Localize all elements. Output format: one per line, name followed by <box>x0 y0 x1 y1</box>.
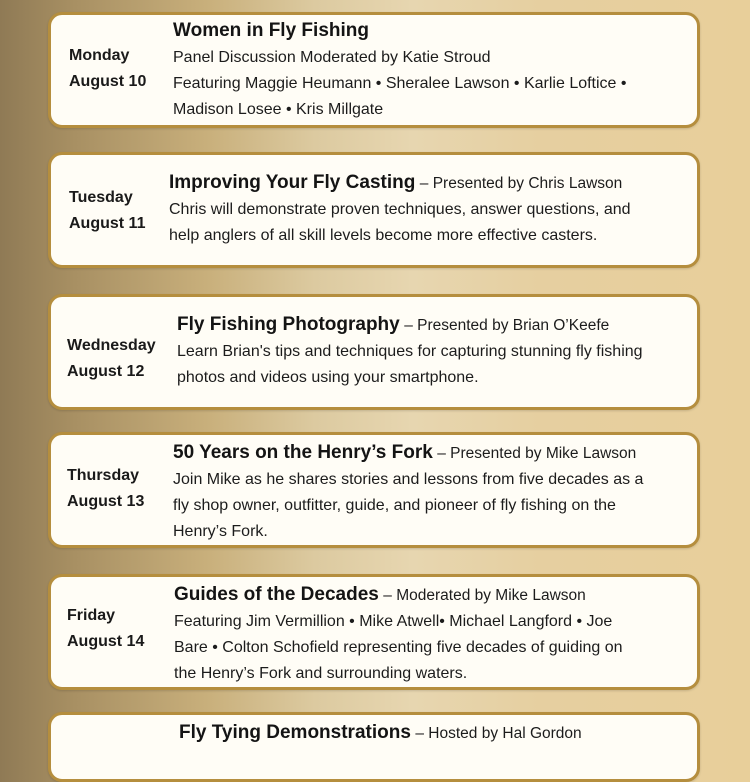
event-card-wednesday <box>48 294 700 410</box>
event-description-line: the Henry’s Fork and surrounding waters. <box>174 665 468 682</box>
event-date <box>67 603 144 655</box>
event-presenter: – Presented by Brian O’Keefe <box>404 317 610 334</box>
event-date <box>69 185 145 237</box>
event-description-line: photos and videos using your smartphone. <box>177 369 479 386</box>
event-title: Fly Tying Demonstrations <box>179 722 411 743</box>
event-description-line: Bare • Colton Schofield representing five decades of guiding on <box>174 639 623 656</box>
event-content <box>174 582 687 687</box>
event-card-thursday <box>48 432 700 548</box>
event-date-label: August 10 <box>69 73 147 90</box>
event-presenter: – Presented by Mike Lawson <box>437 445 637 462</box>
event-title: Improving Your Fly Casting <box>169 172 416 193</box>
event-date <box>67 333 156 385</box>
event-card-friday <box>48 574 700 690</box>
event-card-monday <box>48 12 700 128</box>
event-content <box>173 18 687 123</box>
event-day: Thursday <box>67 467 140 484</box>
event-card-fly-tying <box>48 712 700 782</box>
event-description-line: Madison Losee • Kris Millgate <box>173 101 384 118</box>
event-date-label: August 11 <box>69 215 146 232</box>
event-description-line: Learn Brian's tips and techniques for capturing stunning fly fishing <box>177 343 643 360</box>
event-description-line: Featuring Jim Vermillion • Mike Atwell• Michael Langford • Joe <box>174 613 613 630</box>
event-day: Tuesday <box>69 189 133 206</box>
event-presenter: – Moderated by Mike Lawson <box>383 587 586 604</box>
event-date-label: August 13 <box>67 493 145 510</box>
event-date-label: August 12 <box>67 363 145 380</box>
event-description-line: Henry’s Fork. <box>173 523 268 540</box>
event-day: Wednesday <box>67 337 156 354</box>
event-day: Friday <box>67 607 116 624</box>
event-card-tuesday <box>48 152 700 268</box>
event-content <box>177 312 687 391</box>
event-date <box>67 463 144 515</box>
event-presenter: – Presented by Chris Lawson <box>419 175 623 192</box>
event-description-line: help anglers of all skill levels become more effective casters. <box>169 227 598 244</box>
event-title: 50 Years on the Henry’s Fork <box>173 442 433 463</box>
event-presenter: – Hosted by Hal Gordon <box>415 725 582 742</box>
event-description-line: Featuring Maggie Heumann • Sheralee Lawson • Karlie Loftice • <box>173 75 627 92</box>
event-description-line: Join Mike as he shares stories and lessons from five decades as a <box>173 471 644 488</box>
event-day: Monday <box>69 47 130 64</box>
event-description-line: Panel Discussion Moderated by Katie Stroud <box>173 49 491 66</box>
event-content <box>169 170 687 249</box>
event-content <box>179 720 687 747</box>
event-description-line: fly shop owner, outfitter, guide, and pioneer of fly fishing on the <box>173 497 616 514</box>
event-date <box>69 43 146 95</box>
event-date-label: August 14 <box>67 633 145 650</box>
event-title: Women in Fly Fishing <box>173 20 369 41</box>
event-description-line: Chris will demonstrate proven techniques, answer questions, and <box>169 201 631 218</box>
event-title: Fly Fishing Photography <box>177 314 400 335</box>
event-content <box>173 440 687 545</box>
event-title: Guides of the Decades <box>174 584 379 605</box>
